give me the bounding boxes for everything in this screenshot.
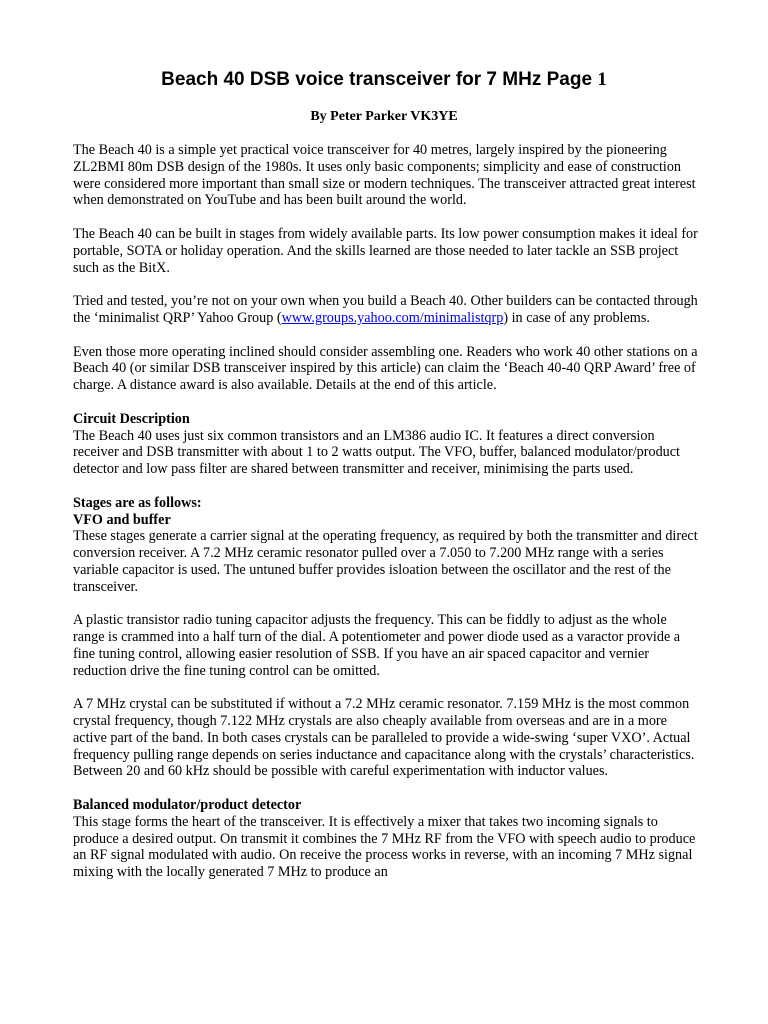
vfo-buffer-heading: VFO and buffer bbox=[73, 511, 171, 528]
article-body bbox=[73, 142, 701, 881]
vfo-paragraph-2: A plastic transistor radio tuning capacitor adjusts the frequency. This can be fiddly to adjust as the whole range is crammed into a half turn of the dial. A potentiometer and power diode used as a varactor provide a fine tuning control, allowing easier resolution of SSB. If you have an air spaced capacitor and vernier reduction drive the fine tuning control can be omitted. bbox=[73, 612, 681, 679]
balanced-modulator-heading: Balanced modulator/product detector bbox=[73, 797, 302, 814]
intro-paragraph-2: The Beach 40 can be built in stages from widely available parts. Its low power consumption makes it ideal for portable, SOTA or holiday operation. And the skills learned are those needed to later tackle an SSB project such as the BitX. bbox=[73, 225, 698, 276]
intro-paragraph-3 bbox=[73, 293, 701, 327]
yahoo-group-link[interactable]: www.groups.yahoo.com/minimalistqrp bbox=[281, 309, 504, 326]
vfo-paragraph-1: These stages generate a carrier signal at the operating frequency, as required by both the transmitter and direct conversion receiver. A 7.2 MHz ceramic resonator pulled over a 7.050 to 7.200 MHz range with a series variable capacitor is used. The untuned buffer provides isloation between the oscillator and the rest of the transceiver. bbox=[73, 528, 698, 595]
intro-paragraph-3-text-after: ) in case of any problems. bbox=[503, 309, 650, 326]
vfo-paragraph-3: A 7 MHz crystal can be substituted if without a 7.2 MHz ceramic resonator. 7.159 MHz is the most common crystal frequency, though 7.122 MHz crystals are also cheaply available from overseas and are in a more active part of the band. In both cases crystals can be paralleled to provide a wide-swing ‘super VXO’. Actual frequency pulling range depends on series inductance and capacitance along with the crystals’ characteristics. Between 20 and 60 kHz should be possible with careful experimentation with inductor values. bbox=[73, 696, 695, 780]
page-number: 1 bbox=[597, 69, 607, 90]
circuit-description-text: The Beach 40 uses just six common transistors and an LM386 audio IC. It features a direct conversion receiver and DSB transmitter with about 1 to 2 watts output. The VFO, buffer, balanced modulator/product detector and low pass filter are shared between transmitter and receiver, minimising the parts used. bbox=[73, 427, 680, 478]
balanced-modulator-text: This stage forms the heart of the transceiver. It is effectively a mixer that takes two incoming signals to produce a desired output. On transmit it combines the 7 MHz RF from the VFO with speech audio to produce an RF signal modulated with audio. On receive the process works in reverse, with an incoming 7 MHz signal mixing with the locally generated 7 MHz to produce an bbox=[73, 813, 696, 881]
intro-paragraph-1: The Beach 40 is a simple yet practical voice transceiver for 40 metres, largely inspired by the pioneering ZL2BMI 80m DSB design of the 1980s. It uses only basic components; simplicity and ease of construction were considered more important than small size or modern techniques. The transceiver attracted great interest when demonstrated on YouTube and has been built around the world. bbox=[73, 142, 696, 209]
circuit-description-heading: Circuit Description bbox=[73, 410, 190, 427]
page-title bbox=[0, 68, 768, 92]
byline: By Peter Parker VK3YE bbox=[310, 109, 458, 124]
title-text: Beach 40 DSB voice transceiver for 7 MHz Page bbox=[161, 69, 593, 90]
intro-paragraph-3-text-before: Tried and tested, you’re not on your own when you build a Beach 40. Other builders can be contacted through the ‘minimalist QRP’ Yahoo Group ( bbox=[73, 293, 698, 326]
intro-paragraph-4: Even those more operating inclined should consider assembling one. Readers who work 40 other stations on a Beach 40 (or similar DSB transceiver inspired by this article) can claim the ‘Beach 40-40 QRP Award’ free of charge. A distance award is also available. Details at the end of this article. bbox=[73, 343, 698, 394]
stages-heading: Stages are as follows: bbox=[73, 494, 202, 511]
